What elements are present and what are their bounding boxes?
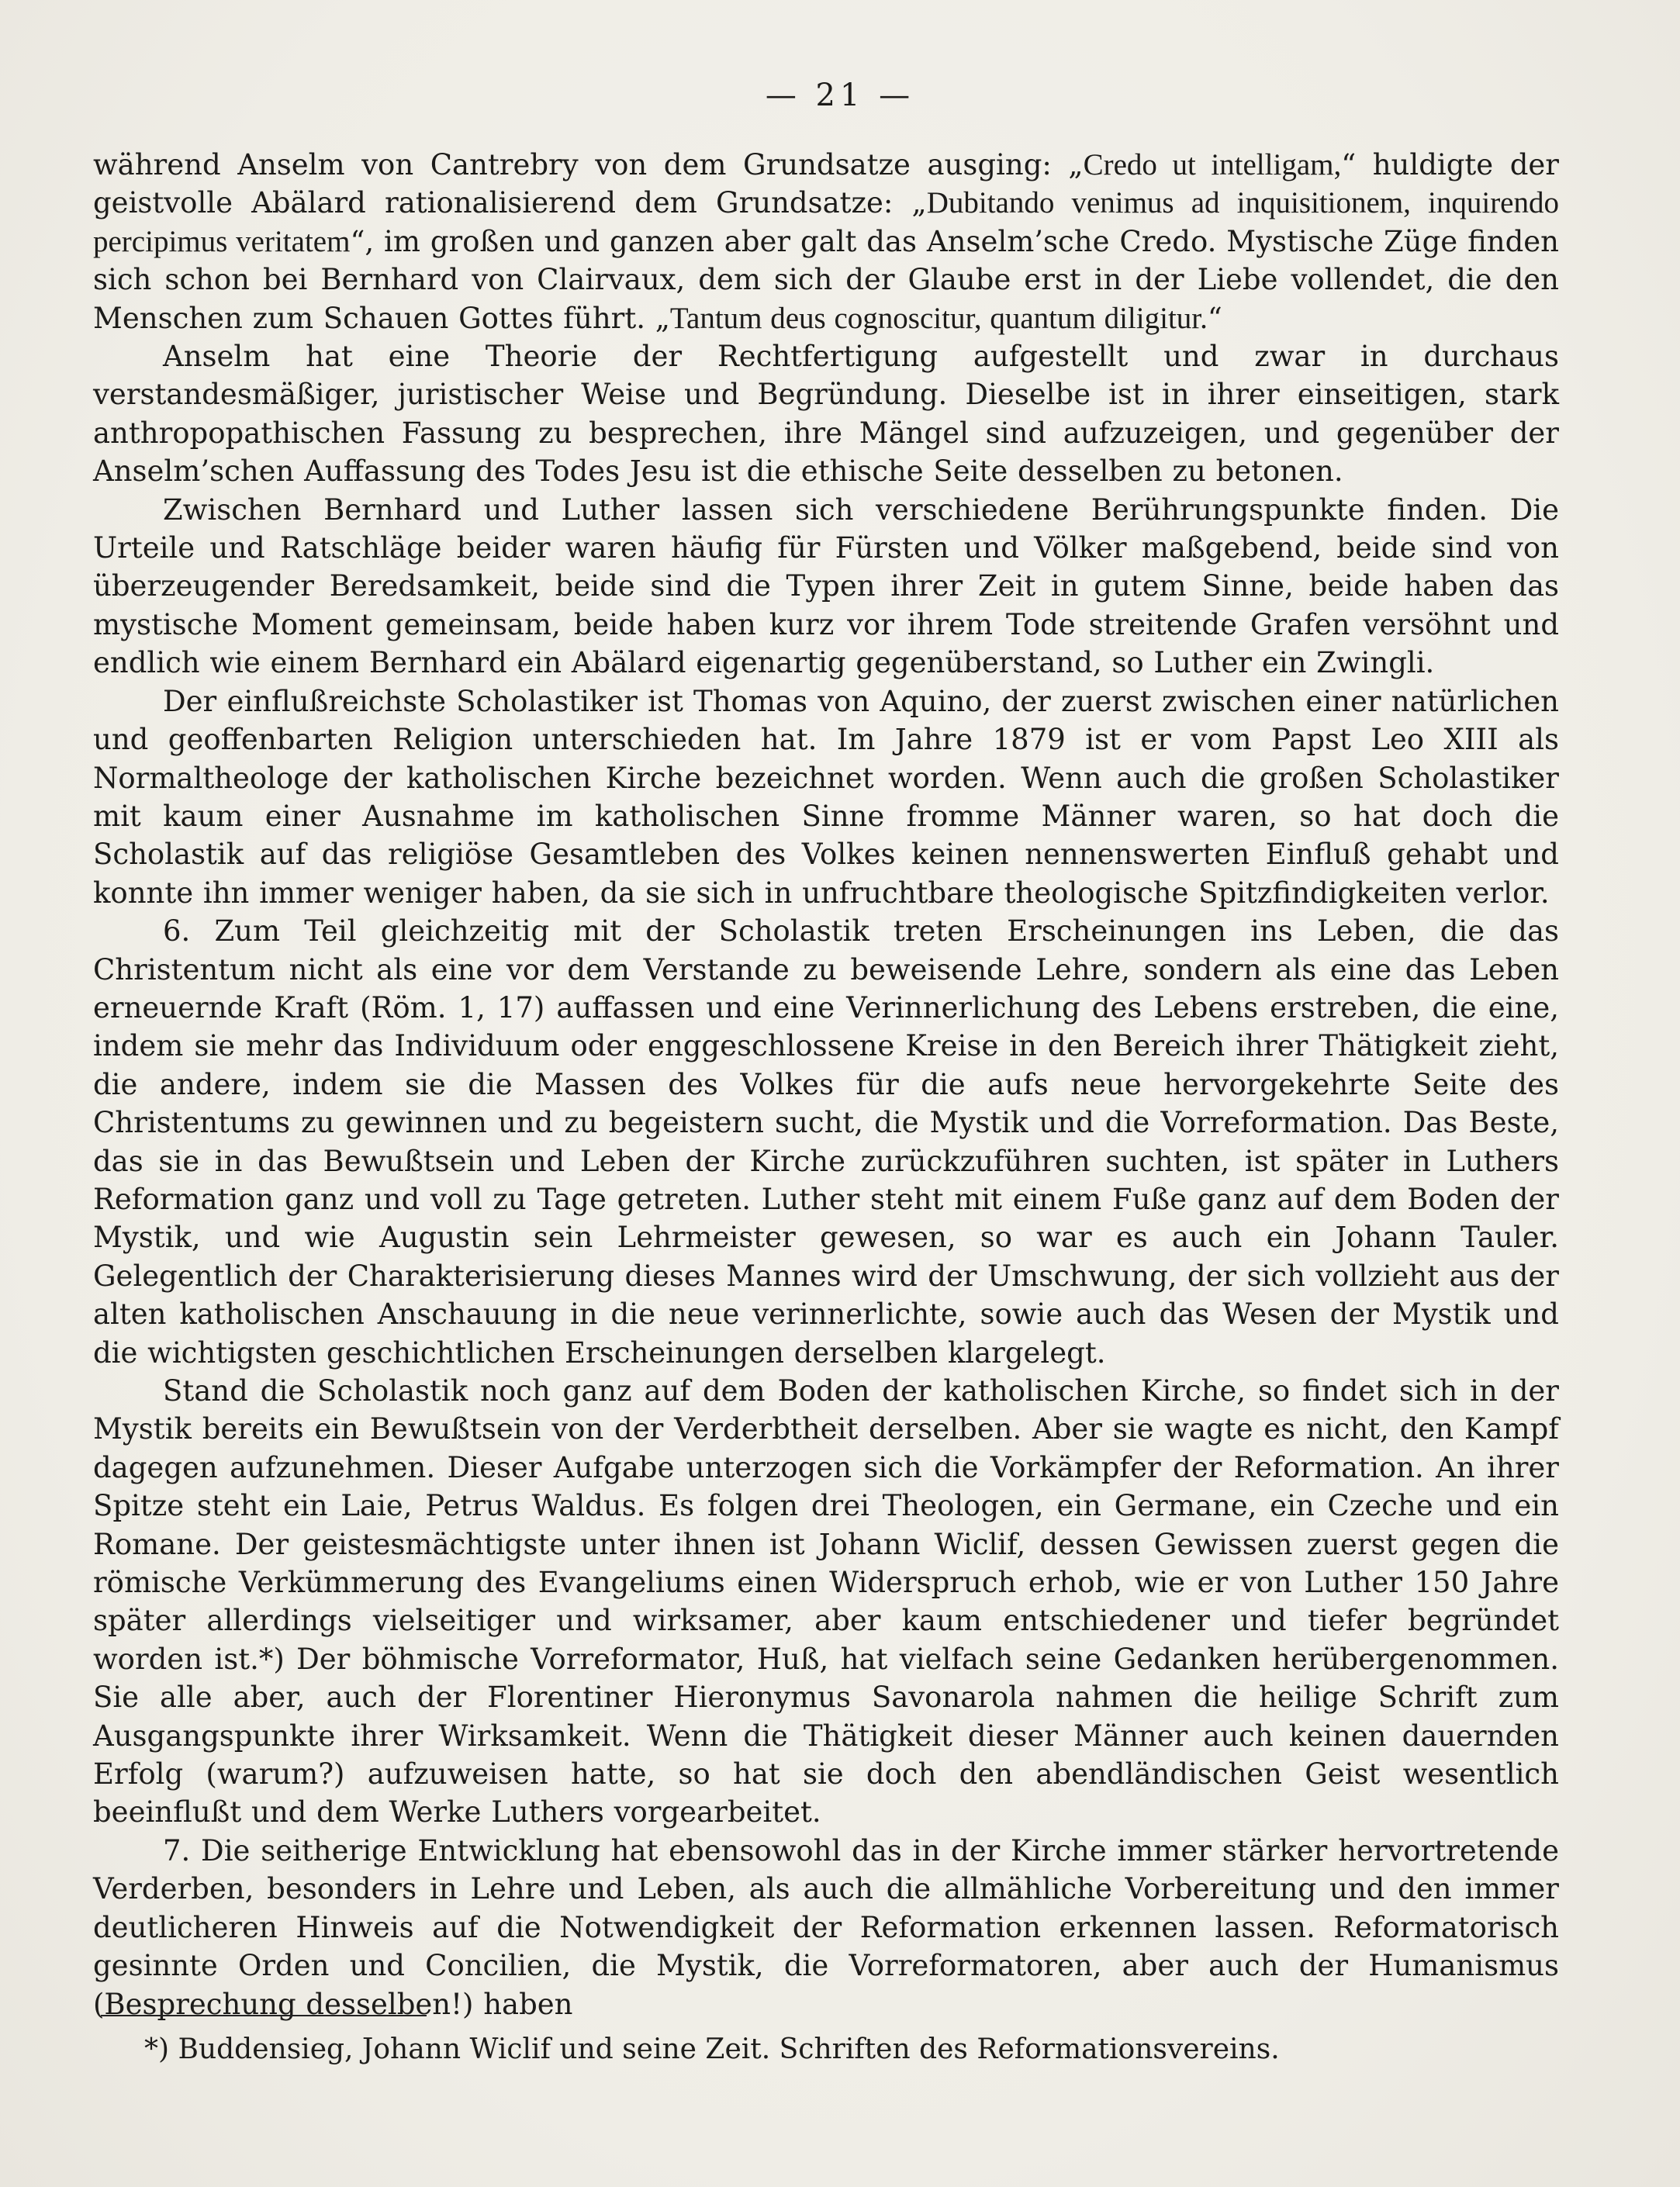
- paragraph: [93, 146, 1559, 337]
- paragraph: [93, 337, 1559, 491]
- paragraph: [93, 682, 1559, 912]
- text-run: 6. Zum Teil gleichzeitig mit der Scholastik treten Erscheinungen ins Leben, die das Christentum nicht als eine vor dem Verstande zu beweisende Lehre, sondern als eine das Leben erneuernde Kraft (Röm. 1, 17) auffassen und eine Verinnerlichung des Lebens erstreben, die eine, indem sie mehr das Individuum oder enggeschlossene Kreise in den Bereich ihrer Thätigkeit zieht, die andere, indem sie die Massen des Volkes für die aufs neue hervorgekehrte Seite des Christentums zu gewinnen und zu begeistern sucht, die Mystik und die Vorreformation. Das Beste, das sie in das Bewußtsein und Leben der Kirche zurückzuführen suchten, ist später in Luthers Reformation ganz und voll zu Tage getreten. Luther steht mit einem Fuße ganz auf dem Boden der Mystik, und wie Augustin sein Lehrmeister gewesen, so war es auch ein Johann Tauler. Gelegentlich der Charakterisierung dieses Mannes wird der Umschwung, der sich vollzieht aus der alten katholischen Anschauung in die neue verinnerlichte, sowie auch das Wesen der Mystik und die wichtigsten geschichtlichen Erscheinungen derselben klargelegt.: [93, 914, 1559, 1370]
- latin-quote: Tantum deus cognoscitur, quantum diligitur.: [669, 301, 1208, 335]
- page-number: — 21 —: [765, 78, 915, 113]
- text-run: “ huldigte der geistvolle Abälard rationalisierend dem Grundsatze: „: [93, 148, 1559, 220]
- paragraph: [93, 491, 1559, 682]
- text-run: Stand die Scholastik noch ganz auf dem Boden der katholischen Kirche, so findet sich in der Mystik bereits ein Bewußtsein von der Verderbtheit derselben. Aber sie wagte es nicht, den Kampf dagegen aufzunehmen. Dieser Aufgabe unterzogen sich die Vorkämpfer der Reformation. An ihrer Spitze steht ein Laie, Petrus Waldus. Es folgen drei Theologen, ein Germane, ein Czeche und ein Romane. Der geistesmächtigste unter ihnen ist Johann Wiclif, dessen Gewissen zuerst gegen die römische Verkümmerung des Evangeliums einen Widerspruch erhob, wie er von Luther 150 Jahre später allerdings vielseitiger und wirksamer, aber kaum entschiedener und tiefer begründet worden ist.*) Der böhmische Vorreformator, Huß, hat vielfach seine Gedanken herübergenommen. Sie alle aber, auch der Florentiner Hieronymus Savonarola nahmen die heilige Schrift zum Ausgangspunkte ihrer Wirksamkeit. Wenn die Thätigkeit dieser Männer auch keinen dauernden Erfolg (warum?) aufzuweisen hatte, so hat sie doch den abendländischen Geist wesentlich beeinflußt und dem Werke Luthers vorgearbeitet.: [93, 1374, 1559, 1829]
- text-run: 7. Die seitherige Entwicklung hat ebensowohl das in der Kirche immer stärker hervortretende Verderben, besonders in Lehre und Leben, als auch die allmähliche Vorbereitung und den immer deutlicheren Hinweis auf die Notwendigkeit der Reformation erkennen lassen. Reformatorisch gesinnte Orden und Concilien, die Mystik, die Vorreformatoren, aber auch der Humanismus (Besprechung desselben!) haben: [93, 1833, 1559, 2021]
- body-text: [93, 146, 1559, 2023]
- paragraph: [93, 912, 1559, 1372]
- text-run: während Anselm von Cantrebry von dem Grundsatze ausging: „: [93, 148, 1084, 181]
- footnote: *) Buddensieg, Johann Wiclif und seine Zeit. Schriften des Reformationsvereins.: [144, 2033, 1280, 2065]
- text-run: “, im großen und ganzen aber galt das Anselm’sche Credo. Mystische Züge finden sich schon bei Bernhard von Clairvaux, dem sich der Glaube erst in der Liebe vollendet, die den Menschen zum Schauen Gottes führt. „: [93, 224, 1559, 335]
- text-run: “: [1207, 301, 1222, 335]
- paragraph: [93, 1832, 1559, 2023]
- text-run: Anselm hat eine Theorie der Rechtfertigung aufgestellt und zwar in durchaus verstandesmäßiger, juristischer Weise und Begründung. Dieselbe ist in ihrer einseitigen, stark anthropopathischen Fassung zu besprechen, ihre Mängel sind aufzuzeigen, und gegenüber der Anselm’schen Auffassung des Todes Jesu ist die ethische Seite desselben zu betonen.: [93, 340, 1559, 489]
- text-run: Zwischen Bernhard und Luther lassen sich verschiedene Berührungspunkte finden. Die Urteile und Ratschläge beider waren häufig für Fürsten und Völker maßgebend, beide sind von überzeugender Beredsamkeit, beide sind die Typen ihrer Zeit in gutem Sinne, beide haben das mystische Moment gemeinsam, beide haben kurz vor ihrem Tode streitende Grafen versöhnt und endlich wie einem Bernhard ein Abälard eigenartig gegenüberstand, so Luther ein Zwingli.: [93, 492, 1559, 680]
- text-run: Der einflußreichste Scholastiker ist Thomas von Aquino, der zuerst zwischen einer natürlichen und geoffenbarten Religion unterschieden hat. Im Jahre 1879 ist er vom Papst Leo XIII als Normaltheologe der katholischen Kirche bezeichnet worden. Wenn auch die großen Scholastiker mit kaum einer Ausnahme im katholischen Sinne fromme Männer waren, so hat doch die Scholastik auf das religiöse Gesamtleben des Volkes keinen nennenswerten Einfluß gehabt und konnte ihn immer weniger haben, da sie sich in unfruchtbare theologische Spitzfindigkeiten verlor.: [93, 684, 1559, 910]
- footnote-divider: [101, 2015, 427, 2016]
- latin-quote: Credo ut intelligam,: [1083, 148, 1342, 181]
- paragraph: [93, 1372, 1559, 1832]
- latin-quote: Dubitando venimus ad inquisitionem, inquirendo percipimus veritatem: [93, 186, 1559, 258]
